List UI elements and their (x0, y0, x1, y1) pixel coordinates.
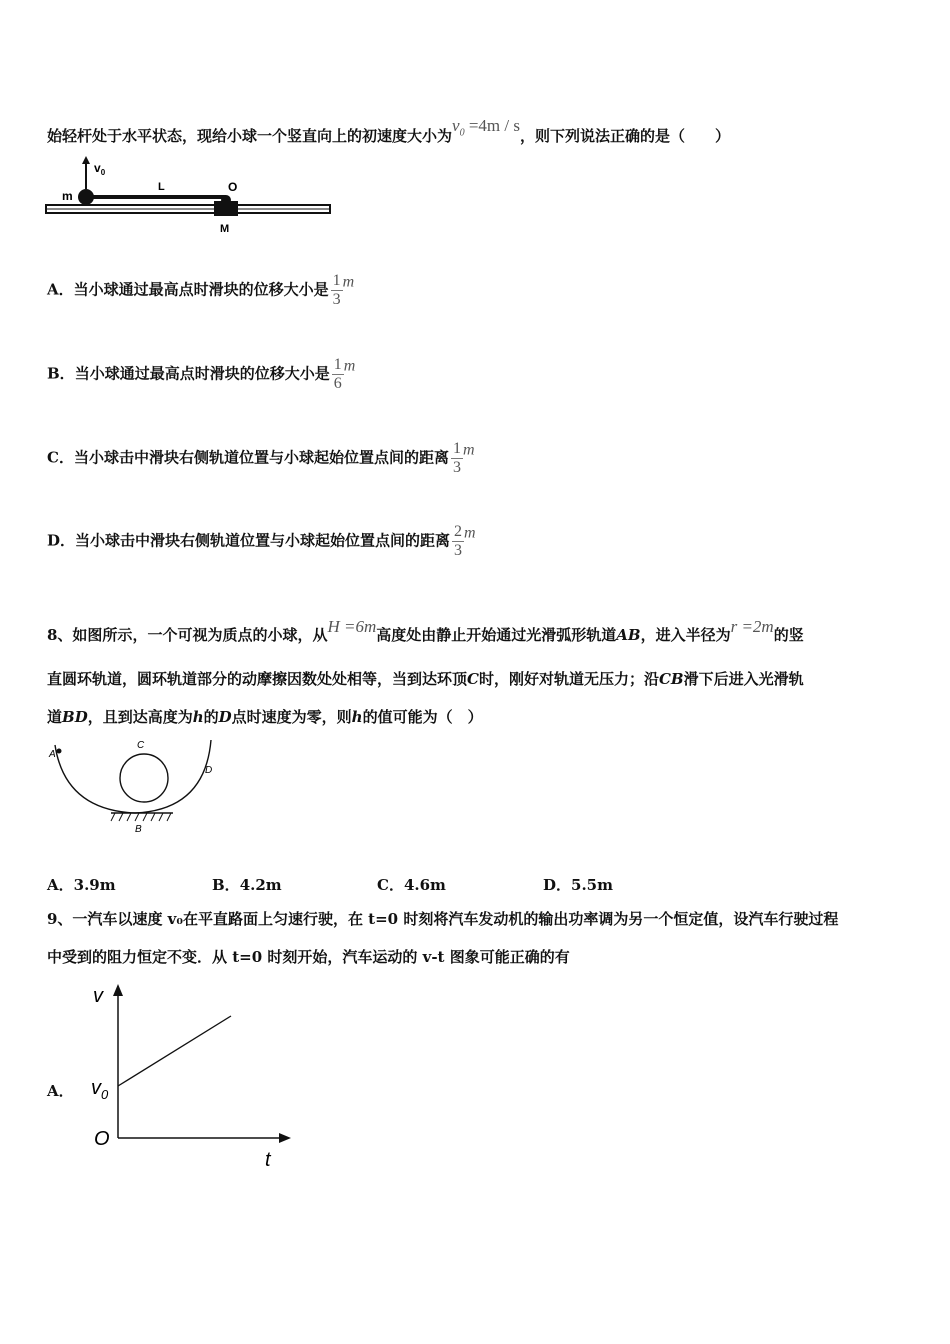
q7-option-a: A．当小球通过最高点时滑块的位移大小是 $\frac{1}{3}$ m (47, 272, 355, 308)
q7-label-M: M (220, 223, 230, 235)
q8-option-d: D．5.5m (543, 876, 613, 894)
q8-line2: 直圆环轨道，圆环轨道部分的动摩擦因数处处相等，当到达环顶C时，刚好对轨道无压力；沿CB滑下后进入光滑轨 (47, 670, 804, 688)
q8-r-formula: r =2m (730, 617, 774, 636)
q7-figure (40, 150, 340, 240)
q8-label-B: B (135, 824, 142, 835)
q7-option-c: C．当小球击中滑块右侧轨道位置与小球起始位置点间的距离 $\frac{1}{3}$ m (47, 440, 475, 476)
q7-stem-end: ，则下列说法正确的是（ ） (519, 127, 730, 145)
q7-stem (47, 116, 730, 146)
q9-line2: 中受到的阻力恒定不变．从 t=0 时刻开始，汽车运动的 v-t 图象可能正确的有 (47, 948, 570, 966)
q7-label-v0: $v_0$ (94, 161, 106, 177)
q7-option-d: D．当小球击中滑块右侧轨道位置与小球起始位置点间的距离 $\frac{2}{3}$ m (47, 523, 476, 559)
q8-label-A: A (49, 749, 56, 760)
q8-label-C: C (137, 740, 145, 751)
q9-label-v0: $v_0$ (91, 1077, 109, 1102)
q8-line1: 8、如图所示，一个可视为质点的小球，从H =6m高度处由静止开始通过光滑弧形轨道AB，进入半径为r =2m的竖 (47, 617, 804, 644)
q9-label-origin: O (94, 1128, 110, 1150)
q7-option-b: B．当小球通过最高点时滑块的位移大小是 $\frac{1}{6}$ m (47, 356, 356, 392)
fraction: $\frac{1}{6}$ (333, 356, 342, 392)
q9-label-v: v (93, 985, 103, 1007)
q7-label-m: m (62, 189, 73, 203)
q7-label-O: O (228, 180, 238, 194)
q8-figure (45, 735, 225, 835)
q9-line1: 9、一汽车以速度 v₀在平直路面上匀速行驶，在 t=0 时刻将汽车发动机的输出功率调为另一个恒定值，设汽车行驶过程 (47, 910, 839, 928)
fraction: $\frac{2}{3}$ (454, 523, 463, 559)
q8-line3: 道BD，且到达高度为h的D点时速度为零，则h的值可能为（ ） (47, 708, 483, 726)
q8-option-c: C．4.6m (377, 876, 446, 894)
q7-v0-formula: $v_0 =4m / s$ (452, 116, 520, 139)
fraction: $\frac{1}{3}$ (452, 440, 461, 476)
q8-label-D: D (205, 765, 213, 776)
q7-stem-start: 始轻杆处于水平状态，现给小球一个竖直向上的初速度大小为 (47, 127, 453, 145)
fraction: $\frac{1}{3}$ (332, 272, 341, 308)
q9-graph-a (85, 980, 305, 1175)
q8-H-formula: H =6m (327, 617, 377, 636)
q8-option-a: A．3.9m (47, 876, 116, 894)
q9-option-a-key: A． (47, 1082, 74, 1100)
q7-label-L: L (158, 181, 165, 193)
q9-label-t: t (265, 1149, 271, 1171)
q8-option-b: B．4.2m (212, 876, 282, 894)
